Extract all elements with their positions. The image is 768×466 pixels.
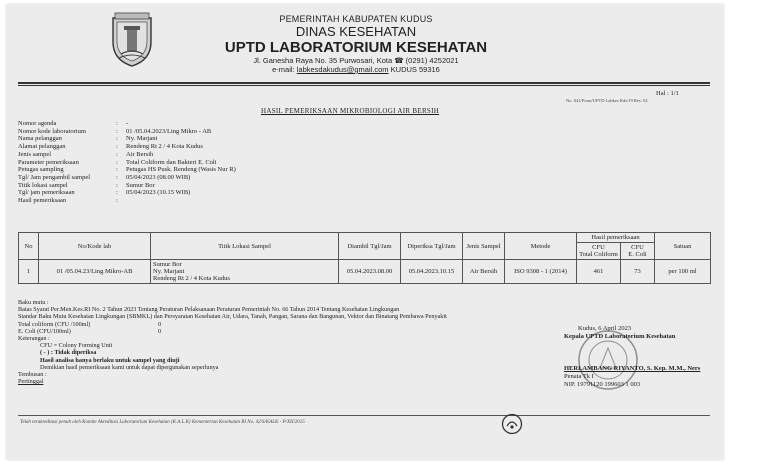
info-value: Air Bersih [126, 150, 154, 158]
colon: : [116, 197, 118, 205]
total-coliform-label: Total Coliform [579, 251, 618, 258]
col-ecoli [621, 243, 655, 260]
col-hasil: Hasil pemeriksaan [577, 233, 655, 243]
cfu-label: CFU [631, 244, 644, 251]
colon: : [116, 135, 118, 143]
threshold-label: Total coliform (CFU /100ml) [18, 320, 91, 328]
city-zip: KUDUS 59316 [390, 65, 440, 74]
sign-role: Kepala UPTD Laboratorium Kesehatan [564, 333, 676, 340]
info-row [18, 128, 236, 136]
contact-line [166, 65, 546, 74]
threshold-row [18, 321, 578, 328]
colon: : [116, 143, 118, 151]
titik-line: Ny. Marjani [153, 268, 185, 275]
info-row [18, 166, 236, 174]
threshold-value: 0 [158, 320, 162, 328]
table-header-row [19, 233, 711, 243]
info-row [18, 135, 236, 143]
document-page [6, 4, 724, 460]
cfu-label: CFU [592, 244, 605, 251]
info-key: Tgl/ Jam pengambil sampel [18, 173, 91, 181]
info-key: Petugas sampling [18, 166, 64, 174]
titik-line: Sumur Bor [153, 261, 182, 268]
threshold-label: E. Coli (CFU/100ml) [18, 327, 71, 335]
footer-notes [18, 299, 578, 385]
info-row [18, 174, 236, 182]
government-name: PEMERINTAH KABUPATEN KUDUS [279, 14, 433, 24]
keterangan-label: Keterangan : [18, 335, 50, 343]
report-title: HASIL PEMERIKSAAN MIKROBIOLOGI AIR BERSIH [261, 107, 440, 115]
baku-label: Baku mutu : [18, 299, 49, 306]
header-rule-thin [18, 85, 710, 86]
pertinggal-label: Pertinggal [18, 378, 44, 386]
info-row [18, 120, 236, 128]
col-diperiksa: Diperiksa Tgl/Jam [401, 233, 463, 260]
unit-name: UPTD LABORATORIUM KESEHATAN [224, 39, 488, 56]
info-key: Hasil pemeriksaan [18, 197, 67, 205]
colon: : [116, 127, 118, 135]
col-titik: Titik Lokasi Sampel [151, 233, 339, 260]
info-value: 05/04/2023 (10.15 WIB) [126, 189, 191, 197]
col-metode: Metode [505, 233, 577, 260]
cell-diambil: 05.04.2023.08.00 [339, 260, 401, 284]
ecoli-label: E. Coli [628, 251, 647, 258]
letterhead [166, 14, 546, 74]
baku-line: Standar Baku Mutu Kesehatan Lingkungan (SBMKL) dan Persyaratan Kesehatan Air, Udara, Tanah, Pangan, Sarana dan Bangunan, Vektor dan Binatang Pembawa Penyakit [18, 313, 447, 321]
results-table [18, 232, 711, 284]
kudus-coat-of-arms-icon [109, 12, 155, 68]
sign-place-date: Kudus, 6 April 2023 [578, 325, 632, 332]
info-value: Total Coliform dan Bakteri E. Coli [126, 158, 217, 166]
info-key: Titik lokasi sampel [18, 181, 68, 189]
sample-info [18, 120, 236, 205]
cell-ecoli: 73 [621, 260, 655, 284]
info-key: Jenis sampel [18, 150, 52, 158]
sign-rank: Penata Tk I [564, 373, 594, 380]
sign-name: HERLAMBANG RIYANTO, S. Kep. M.M., Ners [564, 365, 701, 372]
info-row [18, 143, 236, 151]
threshold-row [18, 328, 578, 335]
colon: : [116, 173, 118, 181]
threshold-value: 0 [158, 327, 162, 335]
info-value: Petugas HS Pusk. Rendeng (Wasis Nur R) [126, 166, 236, 174]
info-value: 05/04/2023 (08.00 WIB) [126, 173, 191, 181]
cell-jenis: Air Bersih [463, 260, 505, 284]
col-jenis: Jenis Sampel [463, 233, 505, 260]
cell-metode: ISO 9308 - 1 (2014) [505, 260, 577, 284]
page-number: Hal : 1/1 [656, 90, 679, 97]
footer-rule [18, 415, 710, 416]
col-satuan: Satuan [655, 233, 711, 260]
keterangan-line: Hasil analisa hanya berlaku untuk sampel yang diuji [40, 356, 180, 364]
cell-total: 461 [577, 260, 621, 284]
cell-satuan: per 100 ml [655, 260, 711, 284]
info-value: 01 /05.04.2023/Ling Mikro - AB [126, 127, 212, 135]
colon: : [116, 120, 118, 127]
header-rule [18, 82, 710, 84]
tembusan-label: Tembusan : [18, 371, 47, 379]
cell-diperiksa: 05.04.2023.10.15 [401, 260, 463, 284]
form-reference: No. 041/Form/UPTD Labkes Kds/19 Rev. 02 [566, 98, 648, 103]
cell-titik [151, 260, 339, 284]
keterangan-line: CFU = Colony Forming Unit [40, 342, 113, 350]
keterangan-line: ( - ) : Tidak diperiksa [40, 349, 97, 357]
cell-no: 1 [19, 260, 39, 284]
colon: : [116, 150, 118, 158]
col-total-coliform [577, 243, 621, 260]
info-row [18, 159, 236, 167]
info-key: Nomor kode laboratorium [18, 127, 86, 135]
baku-line: Batas Syarat Per.Men.Kes.RI No. 2 Tahun 2023 Tentang Peraturan Pelaksanaan Peraturan Pemerintah No. 66 Tahun 2014 Tentang Kesehatan Lingkungan [18, 306, 400, 314]
colon: : [116, 158, 118, 166]
email-label: e-mail: [272, 65, 295, 74]
colon: : [116, 189, 118, 197]
info-key: Alamat pelanggan [18, 143, 66, 151]
info-value: Sumur Bor [126, 181, 155, 189]
accreditation-note: Telah terakreditasi penuh oleh Komite Akreditasi Laboratorium Kesehatan (K.A.L.K) Kementerian Kesehatan RI No. 42/S/KALK - P/XII/2015 [20, 420, 305, 425]
signature-block [564, 325, 714, 389]
table-row [19, 260, 711, 284]
info-value: Ny. Marjani [126, 135, 158, 143]
info-row [18, 189, 236, 197]
address: Jl. Ganesha Raya No. 35 Purwosari, Kota ☎ (0291) 4252021 [253, 56, 459, 65]
col-no: No [19, 233, 39, 260]
info-key: Nomor agenda [18, 120, 57, 127]
keterangan-line: Demikian hasil pemeriksaan kami untuk dapat dipergunakan seperlunya [40, 363, 219, 371]
accreditation-logo-icon [501, 413, 523, 435]
titik-line: Rendeng Rt 2 / 4 Kota Kudus [153, 275, 230, 282]
info-key: Tgl/ jam pemeriksaan [18, 189, 75, 197]
col-diambil: Diambil Tgl/Jam [339, 233, 401, 260]
info-value: Rendeng Rt 2 / 4 Kota Kudus [126, 143, 203, 151]
sign-nip: NIP. 19791120 199603 1 003 [564, 381, 641, 388]
colon: : [116, 166, 118, 174]
cell-kode: 01 /05.04.23/Ling Mikro-AB [39, 260, 151, 284]
info-key: Parameter pemeriksaan [18, 158, 79, 166]
department-name: DINAS KESEHATAN [295, 24, 417, 39]
info-row [18, 182, 236, 190]
info-row [18, 197, 236, 205]
info-value: - [126, 120, 129, 127]
colon: : [116, 181, 118, 189]
col-kode: No/Kode lab [39, 233, 151, 260]
info-key: Nama pelanggan [18, 135, 62, 143]
email-link[interactable]: labkesdakudus@gmail.com [296, 65, 389, 74]
info-row [18, 151, 236, 159]
